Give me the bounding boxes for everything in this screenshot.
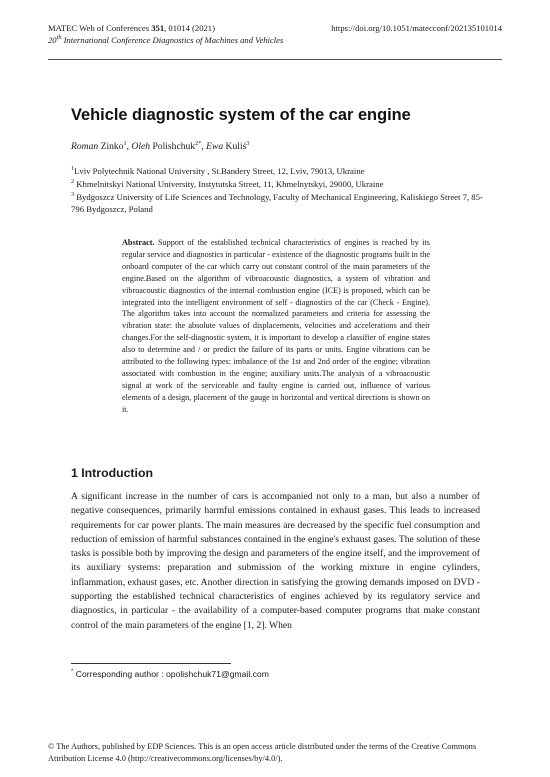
journal-citation: MATEC Web of Conferences 351, 01014 (2021)	[48, 23, 215, 33]
section-heading: 1 Introduction	[71, 466, 153, 480]
affiliation-list	[71, 165, 491, 216]
affiliation-item: $^1$Lviv Polytechnik National University , St.Bandery Street, 12, Lviv, 79013, Ukraine	[71, 165, 365, 176]
author-last-name: Polishchuk	[150, 141, 196, 152]
abstract-text: Support of the established technical characteristics of engines is reached by its regular service and diagnostics in particular - existence of the diagnostic programs built in the onboard computer of the car which carry out constant control of the main parameters of the engine.Based on the algorithm of vibroacoustic diagnostics, a system of vibration and vibroacoustic diagnostics of the internal combustion engine (ICE) is proposed, which can be integrated into the intelligent environment of self - diagnostics of the car (Check - Engine). The algorithm takes into account the normalized parameters and criteria for assessing the vibration state: the absolute values of displacements, velocities and accelerations and their changes.For the self-diagnostic system, it is important to develop a classifier of engine states also to determine and / or predict the failure of its parts or units. Engine vibrations can be attributed to the following types: imbalance of the 1st and 2nd order of the engine; vibration associated with combustion in the engine; auxiliary units.The analysis of a vibroacoustic signal at work of the serviceable and faulty engine is carried out, influence of various elements of a design, placement of the gauge in horizontal and vertical directions is shown on it.	[122, 238, 430, 414]
author-last-name: Kuliś	[223, 141, 247, 152]
author-first-name: Ewa	[206, 141, 224, 152]
license-notice: © The Authors, published by EDP Sciences. This is an open access article distributed under the terms of the Creative Commons Attribution License 4.0 (http://creativecommons.org/licenses/by/4.0/).	[48, 742, 477, 763]
conference-name: 20th International Conference Diagnostics of Machines and Vehicles	[48, 34, 284, 45]
author-first-name: Roman	[71, 141, 99, 152]
journal-volume: 351	[151, 23, 165, 33]
section-body: A significant increase in the number of cars is accompanied not only to a man, but also a number of negative consequences, primarily harmful emissions contained in exhaust gases. This leads to increased requirements for car power plants. The main measures are decreased by the specific fuel consumption and reduction of emission of harmful substances contained in the engine's exhaust gases. The solution of these tasks is possible both by improving the design and parameters of the engine itself, and the improvement of its auxiliary systems: preparation and submission of the working mixture in engine cylinders, inflammation, exhaust gases, etc. Another direction in satisfying the growing demands imposed on DVD - supporting the established technical characteristics of engines achieved by its regulatory service and diagnostics, in particular - the availability of a computer-based computer programs that make constant control of the main parameters of the engine [1, 2]. When	[71, 491, 480, 631]
author-affil-mark: 1	[123, 139, 127, 147]
author-last-name: Zinko	[98, 141, 124, 152]
affiliation-item: $^3$ Bydgoszcz University of Life Sciences and Technology, Faculty of Mechanical Engineering, Kaliskiego Street 7, 85-796 Bydgoszcz, Poland	[71, 190, 483, 215]
author-list: Roman Zinko$^1$, Oleh Polishchuk$^{2*}$, Ewa Kuliś$^3$	[71, 139, 250, 152]
affiliation-item: $^2$ Khmelnitskyi National University, Instytutska Street, 11, Khmelnytskyi, 29000, Ukraine	[71, 177, 384, 189]
doi-link[interactable]: https://doi.org/10.1051/matecconf/202135101014	[331, 23, 502, 33]
abstract	[122, 237, 430, 416]
author-affil-mark: 2*	[195, 139, 202, 147]
paper-title: Vehicle diagnostic system of the car engine	[71, 106, 411, 124]
abstract-label: Abstract.	[122, 238, 155, 247]
author-first-name: Oleh	[131, 141, 151, 152]
footnote: * Corresponding author : opolishchuk71@gmail.com	[71, 669, 269, 679]
running-header	[48, 22, 502, 46]
header-divider	[48, 59, 502, 60]
author-affil-mark: 3	[246, 139, 250, 147]
footnote-divider	[71, 663, 231, 664]
